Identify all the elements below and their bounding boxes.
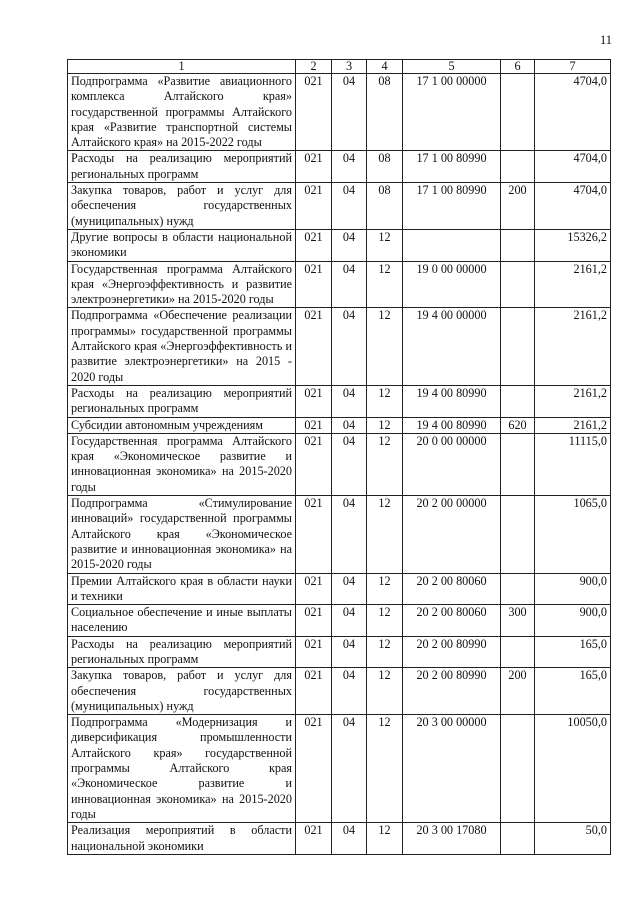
expense-type-code: 300 — [501, 605, 535, 637]
row-name: Подпрограмма «Развитие авиационного комплекса Алтайского края» государственной программы Алтайского края «Развитие транспортной системы Алтайского края» на 2015-2022 годы — [68, 74, 296, 151]
amount: 2161,2 — [535, 385, 611, 417]
section-code: 04 — [332, 668, 367, 715]
admin-code: 021 — [296, 636, 332, 668]
admin-code: 021 — [296, 308, 332, 385]
expense-type-code — [501, 496, 535, 573]
table-row — [68, 715, 611, 823]
target-article-code: 17 1 00 00000 — [403, 74, 501, 151]
row-name: Социальное обеспечение и иные выплаты населению — [68, 605, 296, 637]
column-header: 2 — [296, 60, 332, 74]
page-number: 11 — [599, 33, 612, 47]
subsection-code: 12 — [367, 385, 403, 417]
amount: 900,0 — [535, 573, 611, 605]
admin-code: 021 — [296, 183, 332, 230]
admin-code: 021 — [296, 715, 332, 823]
row-name: Реализация мероприятий в области национальной экономики — [68, 823, 296, 855]
table-row — [68, 636, 611, 668]
expense-type-code — [501, 229, 535, 261]
row-name: Подпрограмма «Обеспечение реализации программы» государственной программы Алтайского края «Энергоэффективность и развитие электроэнергетики» на 2015 - 2020 годы — [68, 308, 296, 385]
amount: 4704,0 — [535, 74, 611, 151]
expense-type-code — [501, 74, 535, 151]
section-code: 04 — [332, 496, 367, 573]
expense-type-code — [501, 261, 535, 308]
admin-code: 021 — [296, 496, 332, 573]
expense-type-code — [501, 715, 535, 823]
row-name: Государственная программа Алтайского края «Энергоэффективность и развитие электроэнергетики» на 2015-2020 годы — [68, 261, 296, 308]
amount: 15326,2 — [535, 229, 611, 261]
table-body — [68, 74, 611, 855]
subsection-code: 12 — [367, 496, 403, 573]
target-article-code: 19 0 00 00000 — [403, 261, 501, 308]
subsection-code: 12 — [367, 433, 403, 495]
table-row — [68, 74, 611, 151]
section-code: 04 — [332, 823, 367, 855]
table-row — [68, 385, 611, 417]
expense-type-code: 200 — [501, 668, 535, 715]
row-name: Субсидии автономным учреждениям — [68, 417, 296, 433]
table-row — [68, 433, 611, 495]
amount: 165,0 — [535, 668, 611, 715]
table-row — [68, 183, 611, 230]
table-row — [68, 261, 611, 308]
column-header: 5 — [403, 60, 501, 74]
row-name: Подпрограмма «Модернизация и диверсификация промышленности Алтайского края» государственной программы Алтайского края «Экономическое развитие и инновационная экономика» на 2015-2020 годы — [68, 715, 296, 823]
expense-type-code — [501, 385, 535, 417]
row-name: Премии Алтайского края в области науки и техники — [68, 573, 296, 605]
subsection-code: 08 — [367, 74, 403, 151]
target-article-code: 20 2 00 80060 — [403, 573, 501, 605]
admin-code: 021 — [296, 823, 332, 855]
subsection-code: 12 — [367, 573, 403, 605]
admin-code: 021 — [296, 573, 332, 605]
column-header: 7 — [535, 60, 611, 74]
row-name: Расходы на реализацию мероприятий региональных программ — [68, 636, 296, 668]
target-article-code: 19 4 00 80990 — [403, 385, 501, 417]
subsection-code: 08 — [367, 183, 403, 230]
table-row — [68, 308, 611, 385]
target-article-code: 20 2 00 80060 — [403, 605, 501, 637]
amount: 2161,2 — [535, 308, 611, 385]
amount: 2161,2 — [535, 417, 611, 433]
target-article-code: 20 2 00 80990 — [403, 668, 501, 715]
column-header: 6 — [501, 60, 535, 74]
subsection-code: 12 — [367, 261, 403, 308]
row-name: Закупка товаров, работ и услуг для обеспечения государственных (муниципальных) нужд — [68, 183, 296, 230]
section-code: 04 — [332, 385, 367, 417]
admin-code: 021 — [296, 605, 332, 637]
target-article-code: 17 1 00 80990 — [403, 183, 501, 230]
section-code: 04 — [332, 636, 367, 668]
row-name: Другие вопросы в области национальной экономики — [68, 229, 296, 261]
amount: 50,0 — [535, 823, 611, 855]
expense-type-code: 620 — [501, 417, 535, 433]
table-row — [68, 496, 611, 573]
section-code: 04 — [332, 573, 367, 605]
subsection-code: 08 — [367, 151, 403, 183]
table-row — [68, 417, 611, 433]
expense-type-code — [501, 308, 535, 385]
subsection-code: 12 — [367, 636, 403, 668]
expense-type-code — [501, 823, 535, 855]
table-row — [68, 668, 611, 715]
target-article-code: 20 2 00 00000 — [403, 496, 501, 573]
admin-code: 021 — [296, 385, 332, 417]
amount: 2161,2 — [535, 261, 611, 308]
target-article-code: 20 2 00 80990 — [403, 636, 501, 668]
table-row — [68, 605, 611, 637]
column-header: 1 — [68, 60, 296, 74]
row-name: Подпрограмма «Стимулирование инноваций» государственной программы Алтайского края «Экономическое развитие и инновационная экономика» на 2015-2020 годы — [68, 496, 296, 573]
table-header-row — [68, 60, 611, 74]
subsection-code: 12 — [367, 715, 403, 823]
subsection-code: 12 — [367, 823, 403, 855]
column-header: 4 — [367, 60, 403, 74]
amount: 165,0 — [535, 636, 611, 668]
admin-code: 021 — [296, 229, 332, 261]
admin-code: 021 — [296, 151, 332, 183]
admin-code: 021 — [296, 433, 332, 495]
section-code: 04 — [332, 183, 367, 230]
section-code: 04 — [332, 151, 367, 183]
target-article-code: 19 4 00 80990 — [403, 417, 501, 433]
subsection-code: 12 — [367, 605, 403, 637]
table-row — [68, 229, 611, 261]
target-article-code: 17 1 00 80990 — [403, 151, 501, 183]
budget-table — [67, 59, 611, 855]
section-code: 04 — [332, 308, 367, 385]
section-code: 04 — [332, 433, 367, 495]
subsection-code: 12 — [367, 417, 403, 433]
expense-type-code — [501, 636, 535, 668]
target-article-code: 19 4 00 00000 — [403, 308, 501, 385]
target-article-code: 20 3 00 00000 — [403, 715, 501, 823]
row-name: Расходы на реализацию мероприятий региональных программ — [68, 151, 296, 183]
admin-code: 021 — [296, 261, 332, 308]
row-name: Государственная программа Алтайского края «Экономическое развитие и инновационная экономика» на 2015-2020 годы — [68, 433, 296, 495]
amount: 4704,0 — [535, 183, 611, 230]
amount: 10050,0 — [535, 715, 611, 823]
section-code: 04 — [332, 605, 367, 637]
section-code: 04 — [332, 261, 367, 308]
section-code: 04 — [332, 715, 367, 823]
admin-code: 021 — [296, 417, 332, 433]
row-name: Расходы на реализацию мероприятий региональных программ — [68, 385, 296, 417]
amount: 11115,0 — [535, 433, 611, 495]
expense-type-code — [501, 151, 535, 183]
amount: 1065,0 — [535, 496, 611, 573]
table-row — [68, 573, 611, 605]
column-header: 3 — [332, 60, 367, 74]
section-code: 04 — [332, 74, 367, 151]
section-code: 04 — [332, 417, 367, 433]
expense-type-code: 200 — [501, 183, 535, 230]
expense-type-code — [501, 573, 535, 605]
expense-type-code — [501, 433, 535, 495]
admin-code: 021 — [296, 668, 332, 715]
admin-code: 021 — [296, 74, 332, 151]
subsection-code: 12 — [367, 668, 403, 715]
amount: 900,0 — [535, 605, 611, 637]
section-code: 04 — [332, 229, 367, 261]
table-row — [68, 151, 611, 183]
target-article-code: 20 0 00 00000 — [403, 433, 501, 495]
amount: 4704,0 — [535, 151, 611, 183]
subsection-code: 12 — [367, 308, 403, 385]
table-row — [68, 823, 611, 855]
target-article-code: 20 3 00 17080 — [403, 823, 501, 855]
target-article-code — [403, 229, 501, 261]
row-name: Закупка товаров, работ и услуг для обеспечения государственных (муниципальных) нужд — [68, 668, 296, 715]
subsection-code: 12 — [367, 229, 403, 261]
